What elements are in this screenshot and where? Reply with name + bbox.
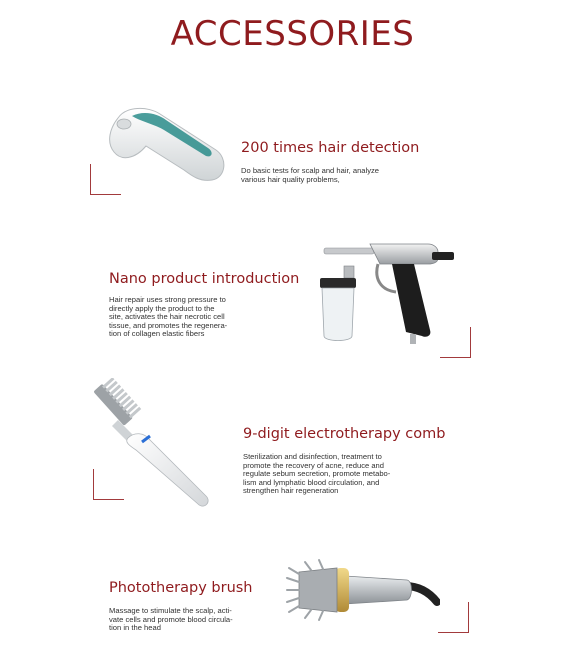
corner-bracket bbox=[440, 327, 471, 358]
item-description: Hair repair uses strong pressure to directly apply the product to the site, activates the hair necrotic cell tissue, and promotes the regenera- tion of collagen elastic fibers bbox=[109, 295, 228, 339]
item-description: Do basic tests for scalp and hair, analyze various hair quality problems, bbox=[241, 166, 380, 184]
corner-bracket bbox=[438, 602, 469, 633]
item-title: Nano product introduction bbox=[109, 271, 300, 287]
page-title: ACCESSORIES bbox=[170, 14, 415, 54]
item-description: Sterilization and disinfection, treatment to promote the recovery of acne, reduce and regulate sebum secretion, promote metabo- lism and lymphatic blood circulation, and strengthen hair regeneration bbox=[243, 452, 391, 496]
spray-gun-icon bbox=[310, 238, 460, 350]
item-title: Phototherapy brush bbox=[109, 580, 253, 596]
item-title: 9-digit electrotherapy comb bbox=[243, 426, 446, 442]
item-title: 200 times hair detection bbox=[241, 140, 420, 156]
corner-bracket bbox=[90, 164, 121, 195]
corner-bracket bbox=[93, 469, 124, 500]
phototherapy-brush-icon bbox=[285, 556, 440, 626]
item-description: Massage to stimulate the scalp, acti- vate cells and promote blood circula- tion in the head bbox=[109, 606, 233, 633]
